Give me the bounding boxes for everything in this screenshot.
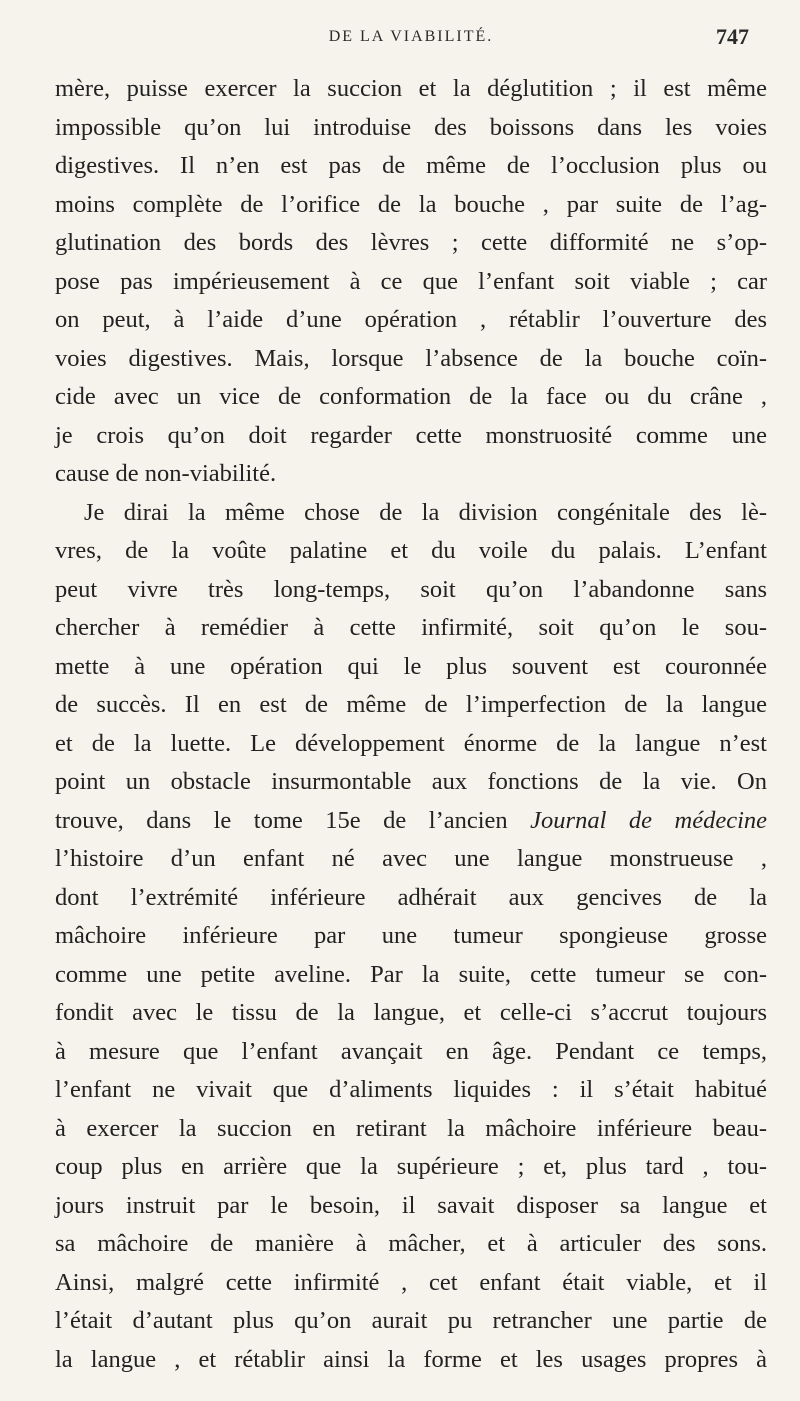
text-line: et de la luette. Le développement énorme de la langue n’est bbox=[55, 729, 767, 757]
text-line: de succès. Il en est de même de l’imperfection de la langue bbox=[55, 691, 767, 718]
text-line: Ainsi, malgré cette infirmité , cet enfant était viable, et il bbox=[55, 1268, 767, 1296]
text-line: Je dirai la même chose de la division congénitale des lè- bbox=[84, 498, 767, 526]
text-line: à mesure que l’enfant avançait en âge. Pendant ce temps, bbox=[55, 1037, 767, 1065]
text-line: mette à une opération qui le plus souvent est couronnée bbox=[55, 652, 767, 680]
text-line: à exercer la succion en retirant la mâchoire inférieure beau- bbox=[55, 1114, 767, 1142]
text-line: l’enfant ne vivait que d’aliments liquides : il s’était habitué bbox=[55, 1076, 767, 1103]
text-line: pose pas impérieusement à ce que l’enfant soit viable ; car bbox=[55, 267, 767, 295]
page-body bbox=[55, 70, 767, 1379]
text-line: dont l’extrémité inférieure adhérait aux gencives de la bbox=[55, 883, 767, 911]
text-line bbox=[55, 802, 767, 841]
text-line: comme une petite aveline. Par la suite, cette tumeur se con- bbox=[55, 960, 767, 988]
text-line: peut vivre très long-temps, soit qu’on l’abandonne sans bbox=[55, 575, 767, 603]
text-line: glutination des bords des lèvres ; cette difformité ne s’op- bbox=[55, 229, 767, 256]
text-line: l’histoire d’un enfant né avec une langue monstrueuse , bbox=[55, 845, 767, 872]
text-line: l’était d’autant plus qu’on aurait pu retrancher une partie de bbox=[55, 1307, 767, 1334]
text-line: coup plus en arrière que la supérieure ; et, plus tard , tou- bbox=[55, 1153, 767, 1180]
text-line: voies digestives. Mais, lorsque l’absence de la bouche coïn- bbox=[55, 344, 767, 372]
text-line: je crois qu’on doit regarder cette monstruosité comme une bbox=[55, 421, 767, 449]
text-line: la langue , et rétablir ainsi la forme et les usages propres à bbox=[55, 1345, 767, 1373]
text-line: mâchoire inférieure par une tumeur spongieuse grosse bbox=[55, 922, 767, 949]
text-line: mère, puisse exercer la succion et la déglutition ; il est même bbox=[55, 75, 767, 102]
text-line: vres, de la voûte palatine et du voile du palais. L’enfant bbox=[55, 537, 767, 564]
text-line: moins complète de l’orifice de la bouche , par suite de l’ag- bbox=[55, 190, 767, 218]
text-line: cide avec un vice de conformation de la face ou du crâne , bbox=[55, 383, 767, 410]
text-line: cause de non-viabilité. bbox=[55, 460, 277, 487]
text-line: jours instruit par le besoin, il savait disposer sa langue et bbox=[55, 1191, 767, 1219]
text-line: on peut, à l’aide d’une opération , rétablir l’ouverture des bbox=[55, 306, 767, 333]
page-header bbox=[55, 18, 767, 58]
text-line: sa mâchoire de manière à mâcher, et à articuler des sons. bbox=[55, 1230, 767, 1257]
page-number: 747 bbox=[716, 24, 749, 49]
text-line: digestives. Il n’en est pas de même de l’occlusion plus ou bbox=[55, 152, 767, 179]
text-span: trouve, dans le tome 15e de l’ancien bbox=[55, 806, 531, 834]
text-line: fondit avec le tissu de la langue, et celle-ci s’accrut toujours bbox=[55, 999, 767, 1026]
text-line: point un obstacle insurmontable aux fonctions de la vie. On bbox=[55, 768, 767, 795]
text-line: chercher à remédier à cette infirmité, soit qu’on le sou- bbox=[55, 614, 767, 641]
journal-title: Journal de médecine bbox=[530, 806, 768, 834]
running-head: DE LA VIABILITÉ. bbox=[328, 28, 494, 45]
text-line: impossible qu’on lui introduise des boissons dans les voies bbox=[55, 113, 767, 141]
